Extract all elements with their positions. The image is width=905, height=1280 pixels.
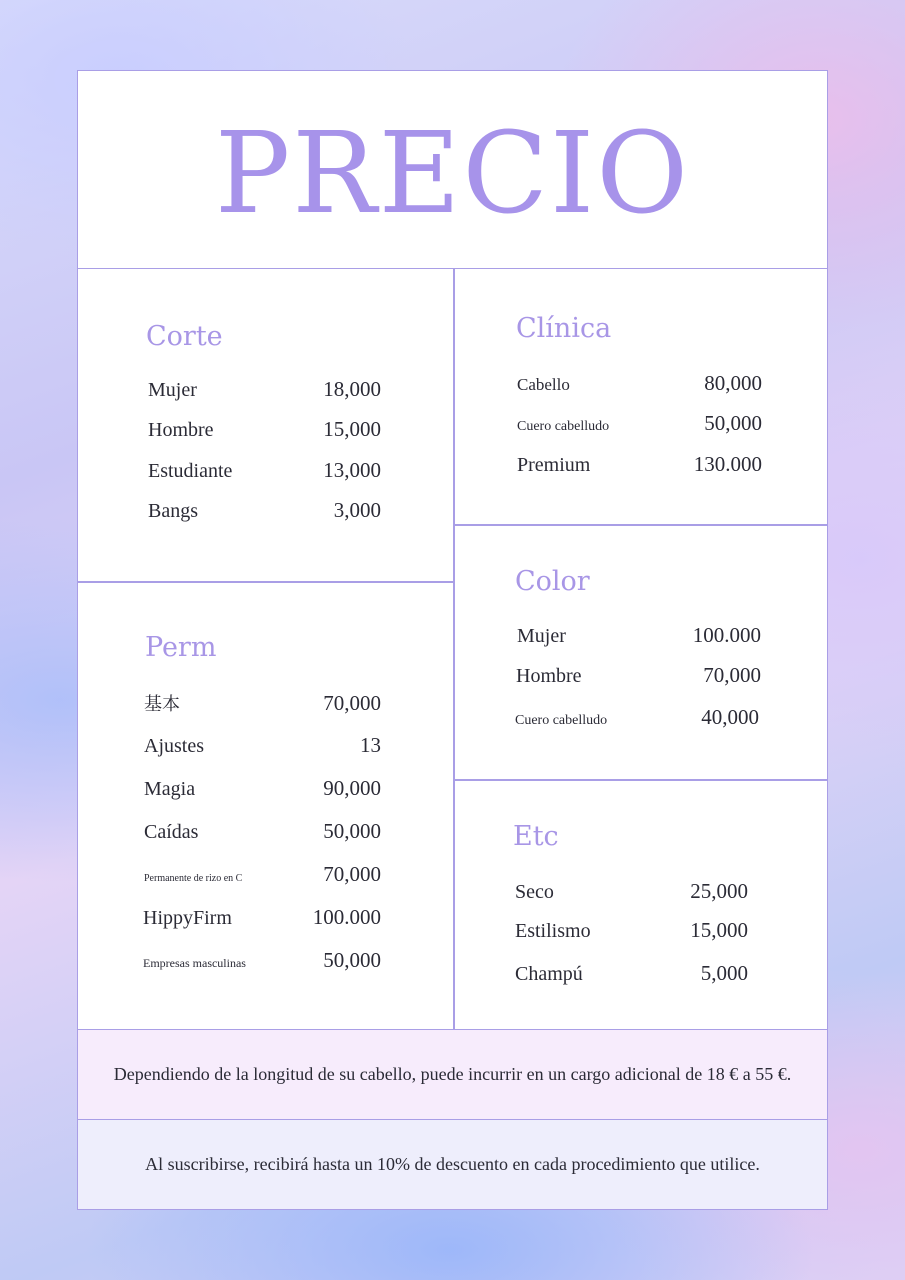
item-price: 13 <box>360 733 381 757</box>
item-price: 15,000 <box>690 918 748 942</box>
page-title: PRECIO <box>214 108 691 239</box>
section-title-clinica: Clínica <box>516 313 612 344</box>
item-name: Estudiante <box>148 460 233 482</box>
item-name: Estilismo <box>515 920 591 942</box>
list-item <box>516 663 761 688</box>
item-price: 40,000 <box>701 705 759 729</box>
item-price: 70,000 <box>323 862 381 886</box>
section-title-color: Color <box>515 566 590 597</box>
item-price: 25,000 <box>690 879 748 903</box>
item-name: Seco <box>515 881 554 903</box>
item-name: Magia <box>144 778 196 800</box>
section-title-corte: Corte <box>146 321 223 352</box>
item-name: 基本 <box>144 694 180 715</box>
price-card <box>77 70 828 1210</box>
item-price: 70,000 <box>703 663 761 687</box>
list-item <box>515 961 748 986</box>
length-surcharge-note: Dependiendo de la longitud de su cabello, puede incurrir en un cargo adicional de 18 € a 55 €. <box>78 1029 827 1120</box>
item-price: 80,000 <box>704 371 762 395</box>
list-item <box>144 819 381 844</box>
item-name: Bangs <box>148 500 198 522</box>
list-item <box>517 411 762 436</box>
item-name: Hombre <box>148 419 214 441</box>
title-box <box>78 71 827 269</box>
item-price: 50,000 <box>704 411 762 435</box>
item-name: Empresas masculinas <box>143 956 246 970</box>
list-item <box>144 690 381 716</box>
list-item <box>148 417 381 442</box>
item-name: Cuero cabelludo <box>517 419 610 434</box>
item-price: 18,000 <box>323 377 381 401</box>
item-name: Mujer <box>517 625 566 647</box>
item-name: HippyFirm <box>143 907 232 929</box>
list-item <box>515 918 748 943</box>
item-name: Mujer <box>148 379 197 401</box>
list-item <box>148 377 381 402</box>
item-name: Champú <box>515 963 583 985</box>
item-price: 15,000 <box>323 417 381 441</box>
item-name: Hombre <box>516 665 582 687</box>
list-item <box>517 371 762 396</box>
list-item <box>144 733 381 758</box>
item-name: Ajustes <box>144 735 204 757</box>
item-price: 100.000 <box>312 905 381 929</box>
divider-clinica-color <box>454 524 828 526</box>
list-item <box>515 879 748 904</box>
item-price: 50,000 <box>323 948 381 972</box>
item-name: Permanente de rizo en C <box>144 873 243 884</box>
list-item <box>143 948 381 973</box>
item-name: Caídas <box>144 821 199 843</box>
section-title-perm: Perm <box>145 632 217 663</box>
item-price: 3,000 <box>333 498 381 522</box>
divider-color-etc <box>454 779 828 781</box>
list-item <box>144 862 381 887</box>
list-item <box>144 776 381 801</box>
item-name: Cuero cabelludo <box>515 713 608 728</box>
item-price: 100.000 <box>692 623 761 647</box>
item-price: 13,000 <box>323 458 381 482</box>
list-item <box>148 458 381 483</box>
divider-corte-perm <box>78 581 454 583</box>
list-item <box>143 905 381 930</box>
column-divider <box>453 268 455 1031</box>
list-item <box>517 623 761 648</box>
item-price: 130.000 <box>693 452 762 476</box>
item-name: Premium <box>517 454 591 476</box>
item-price: 90,000 <box>323 776 381 800</box>
list-item <box>517 452 762 477</box>
item-price: 50,000 <box>323 819 381 843</box>
list-item <box>148 498 381 523</box>
section-title-etc: Etc <box>513 821 559 852</box>
item-price: 70,000 <box>323 691 381 715</box>
subscription-discount-note: Al suscribirse, recibirá hasta un 10% de descuento en cada procedimiento que utilice. <box>78 1120 827 1209</box>
item-price: 5,000 <box>700 961 748 985</box>
item-name: Cabello <box>517 375 570 394</box>
list-item <box>515 705 759 730</box>
